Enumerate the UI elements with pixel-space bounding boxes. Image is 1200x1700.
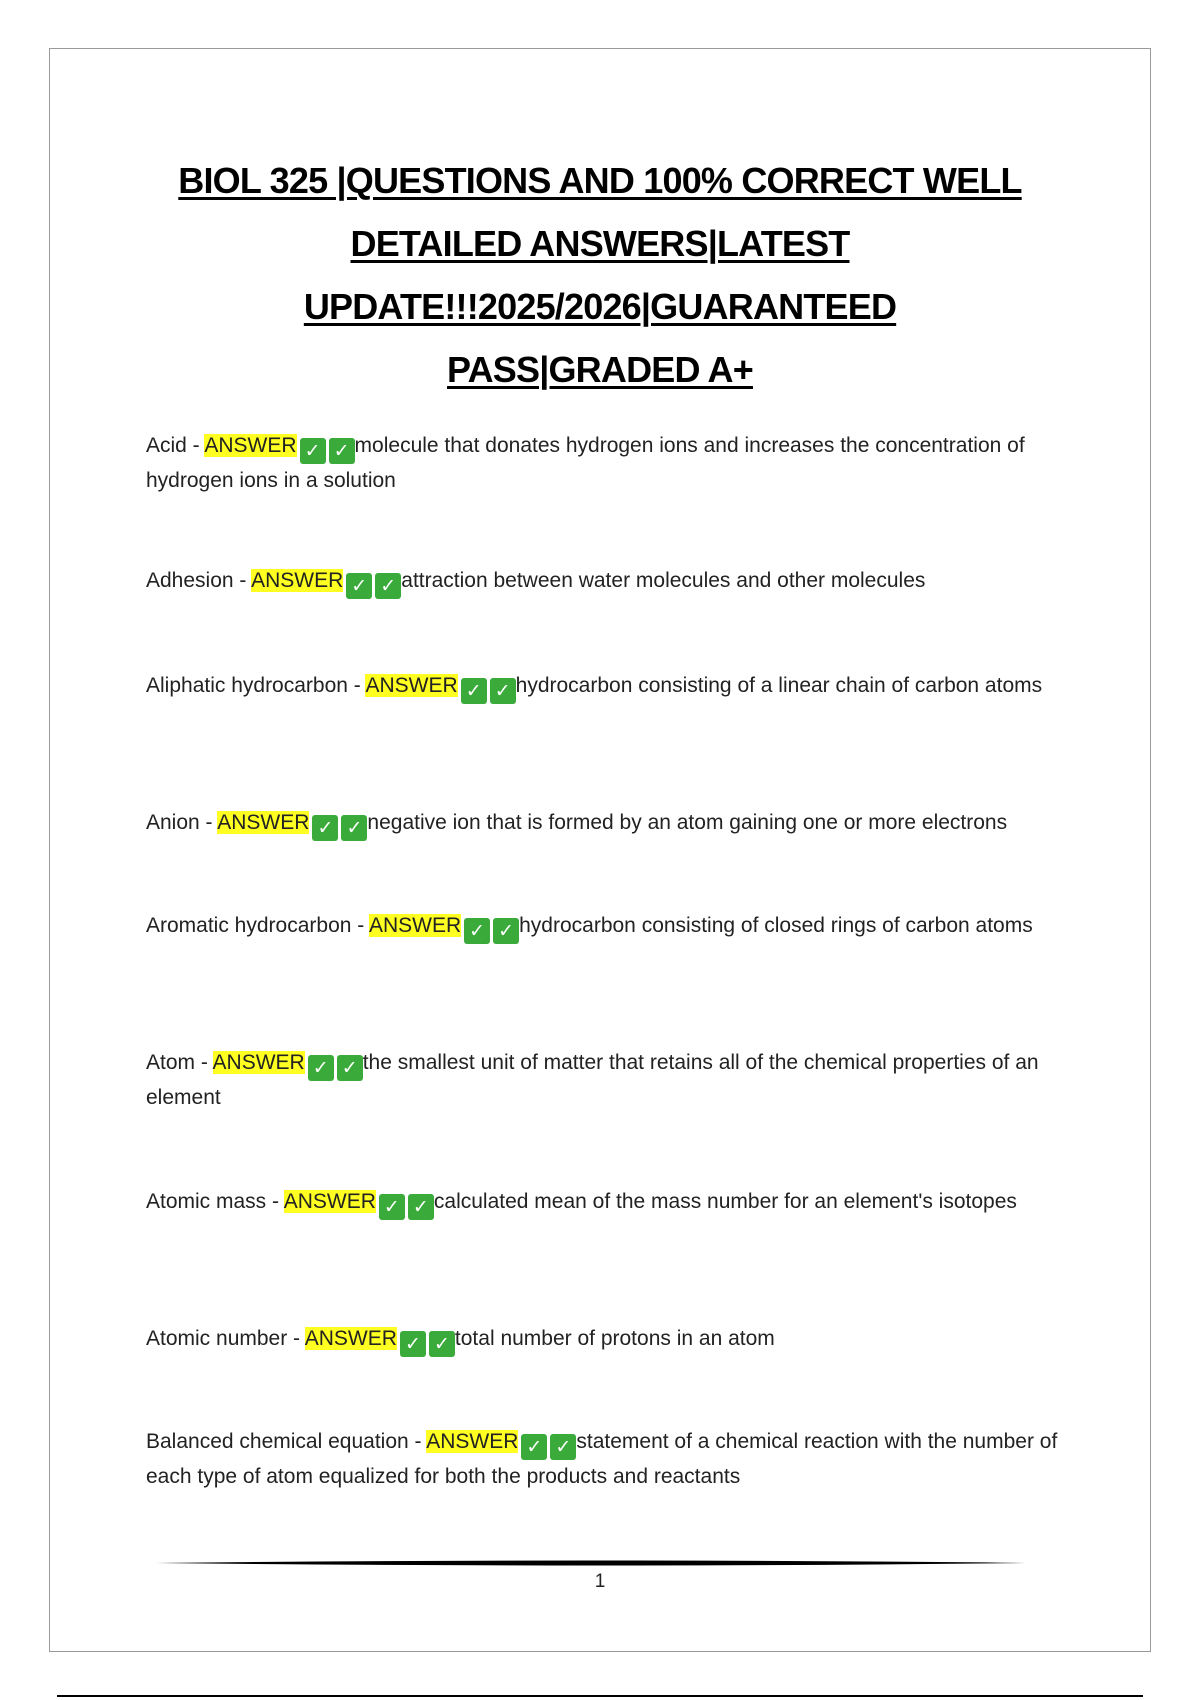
entry-definition: attraction between water molecules and other molecules	[401, 569, 926, 592]
answer-label: ANSWER	[368, 914, 462, 937]
glossary-entry	[146, 564, 1106, 599]
entry-term: Balanced chemical equation -	[146, 1430, 427, 1453]
checkmark-icon: ✓	[400, 1331, 426, 1357]
entry-definition: negative ion that is formed by an atom gaining one or more electrons	[367, 811, 1008, 834]
checkmark-icon: ✓	[461, 678, 487, 704]
title-line: PASS|GRADED A+	[447, 349, 753, 390]
answer-label: ANSWER	[304, 1327, 397, 1350]
glossary-entry	[146, 669, 1106, 704]
checkmark-icon: ✓	[300, 438, 326, 464]
checkmark-icon: ✓	[308, 1055, 334, 1081]
answer-label: ANSWER	[204, 434, 297, 457]
checkmark-icon: ✓	[346, 573, 372, 599]
answer-label: ANSWER	[365, 674, 458, 697]
entry-term: Atomic number -	[146, 1327, 305, 1350]
checkmark-icon: ✓	[312, 815, 338, 841]
page-number: 1	[594, 1571, 606, 1592]
answer-label: ANSWER	[217, 811, 310, 834]
entry-term: Atom -	[146, 1051, 213, 1074]
document-page	[49, 48, 1151, 1652]
checkmark-icon: ✓	[521, 1434, 547, 1460]
document-title	[50, 149, 1150, 401]
entry-term: Anion -	[146, 811, 218, 834]
glossary-entry	[146, 1322, 1106, 1357]
entry-term: Aromatic hydrocarbon -	[146, 914, 369, 937]
answer-label: ANSWER	[283, 1190, 376, 1213]
entry-definition: calculated mean of the mass number for an element's isotopes	[433, 1190, 1017, 1213]
title-line: BIOL 325 |QUESTIONS AND 100% CORRECT WELL	[178, 160, 1022, 201]
entry-definition: hydrocarbon consisting of closed rings of carbon atoms	[519, 914, 1033, 937]
checkmark-icon: ✓	[337, 1055, 363, 1081]
checkmark-icon: ✓	[550, 1434, 576, 1460]
glossary-entry	[146, 909, 1106, 944]
answer-label: ANSWER	[426, 1430, 519, 1453]
answer-label: ANSWER	[212, 1051, 305, 1074]
checkmark-icon: ✓	[329, 438, 355, 464]
entry-term: Acid -	[146, 434, 205, 457]
answer-label: ANSWER	[251, 569, 344, 592]
title-line: UPDATE!!!2025/2026|GUARANTEED	[303, 286, 897, 327]
checkmark-icon: ✓	[375, 573, 401, 599]
entry-definition: statement of a chemical reaction with the number of each type of atom equalized for both the products and reactants	[146, 1430, 1058, 1488]
checkmark-icon: ✓	[490, 678, 516, 704]
footer-divider	[156, 1560, 1026, 1566]
glossary-entry	[146, 429, 1106, 498]
glossary-entry	[146, 806, 1106, 841]
entry-term: Adhesion -	[146, 569, 252, 592]
checkmark-icon: ✓	[379, 1194, 405, 1220]
next-page-divider	[57, 1695, 1143, 1697]
glossary-entry	[146, 1425, 1106, 1494]
glossary-entry	[146, 1185, 1106, 1220]
entry-definition: hydrocarbon consisting of a linear chain of carbon atoms	[515, 674, 1043, 697]
checkmark-icon: ✓	[408, 1194, 434, 1220]
entry-definition: the smallest unit of matter that retains all of the chemical properties of an element	[146, 1051, 1039, 1109]
checkmark-icon: ✓	[341, 815, 367, 841]
entry-term: Atomic mass -	[146, 1190, 284, 1213]
checkmark-icon: ✓	[493, 918, 519, 944]
title-line: DETAILED ANSWERS|LATEST	[350, 223, 850, 264]
checkmark-icon: ✓	[429, 1331, 455, 1357]
entry-definition: total number of protons in an atom	[454, 1327, 775, 1350]
entry-term: Aliphatic hydrocarbon -	[146, 674, 366, 697]
glossary-entry	[146, 1046, 1106, 1115]
checkmark-icon: ✓	[464, 918, 490, 944]
entry-definition: molecule that donates hydrogen ions and increases the concentration of hydrogen ions in a solution	[146, 434, 1025, 492]
